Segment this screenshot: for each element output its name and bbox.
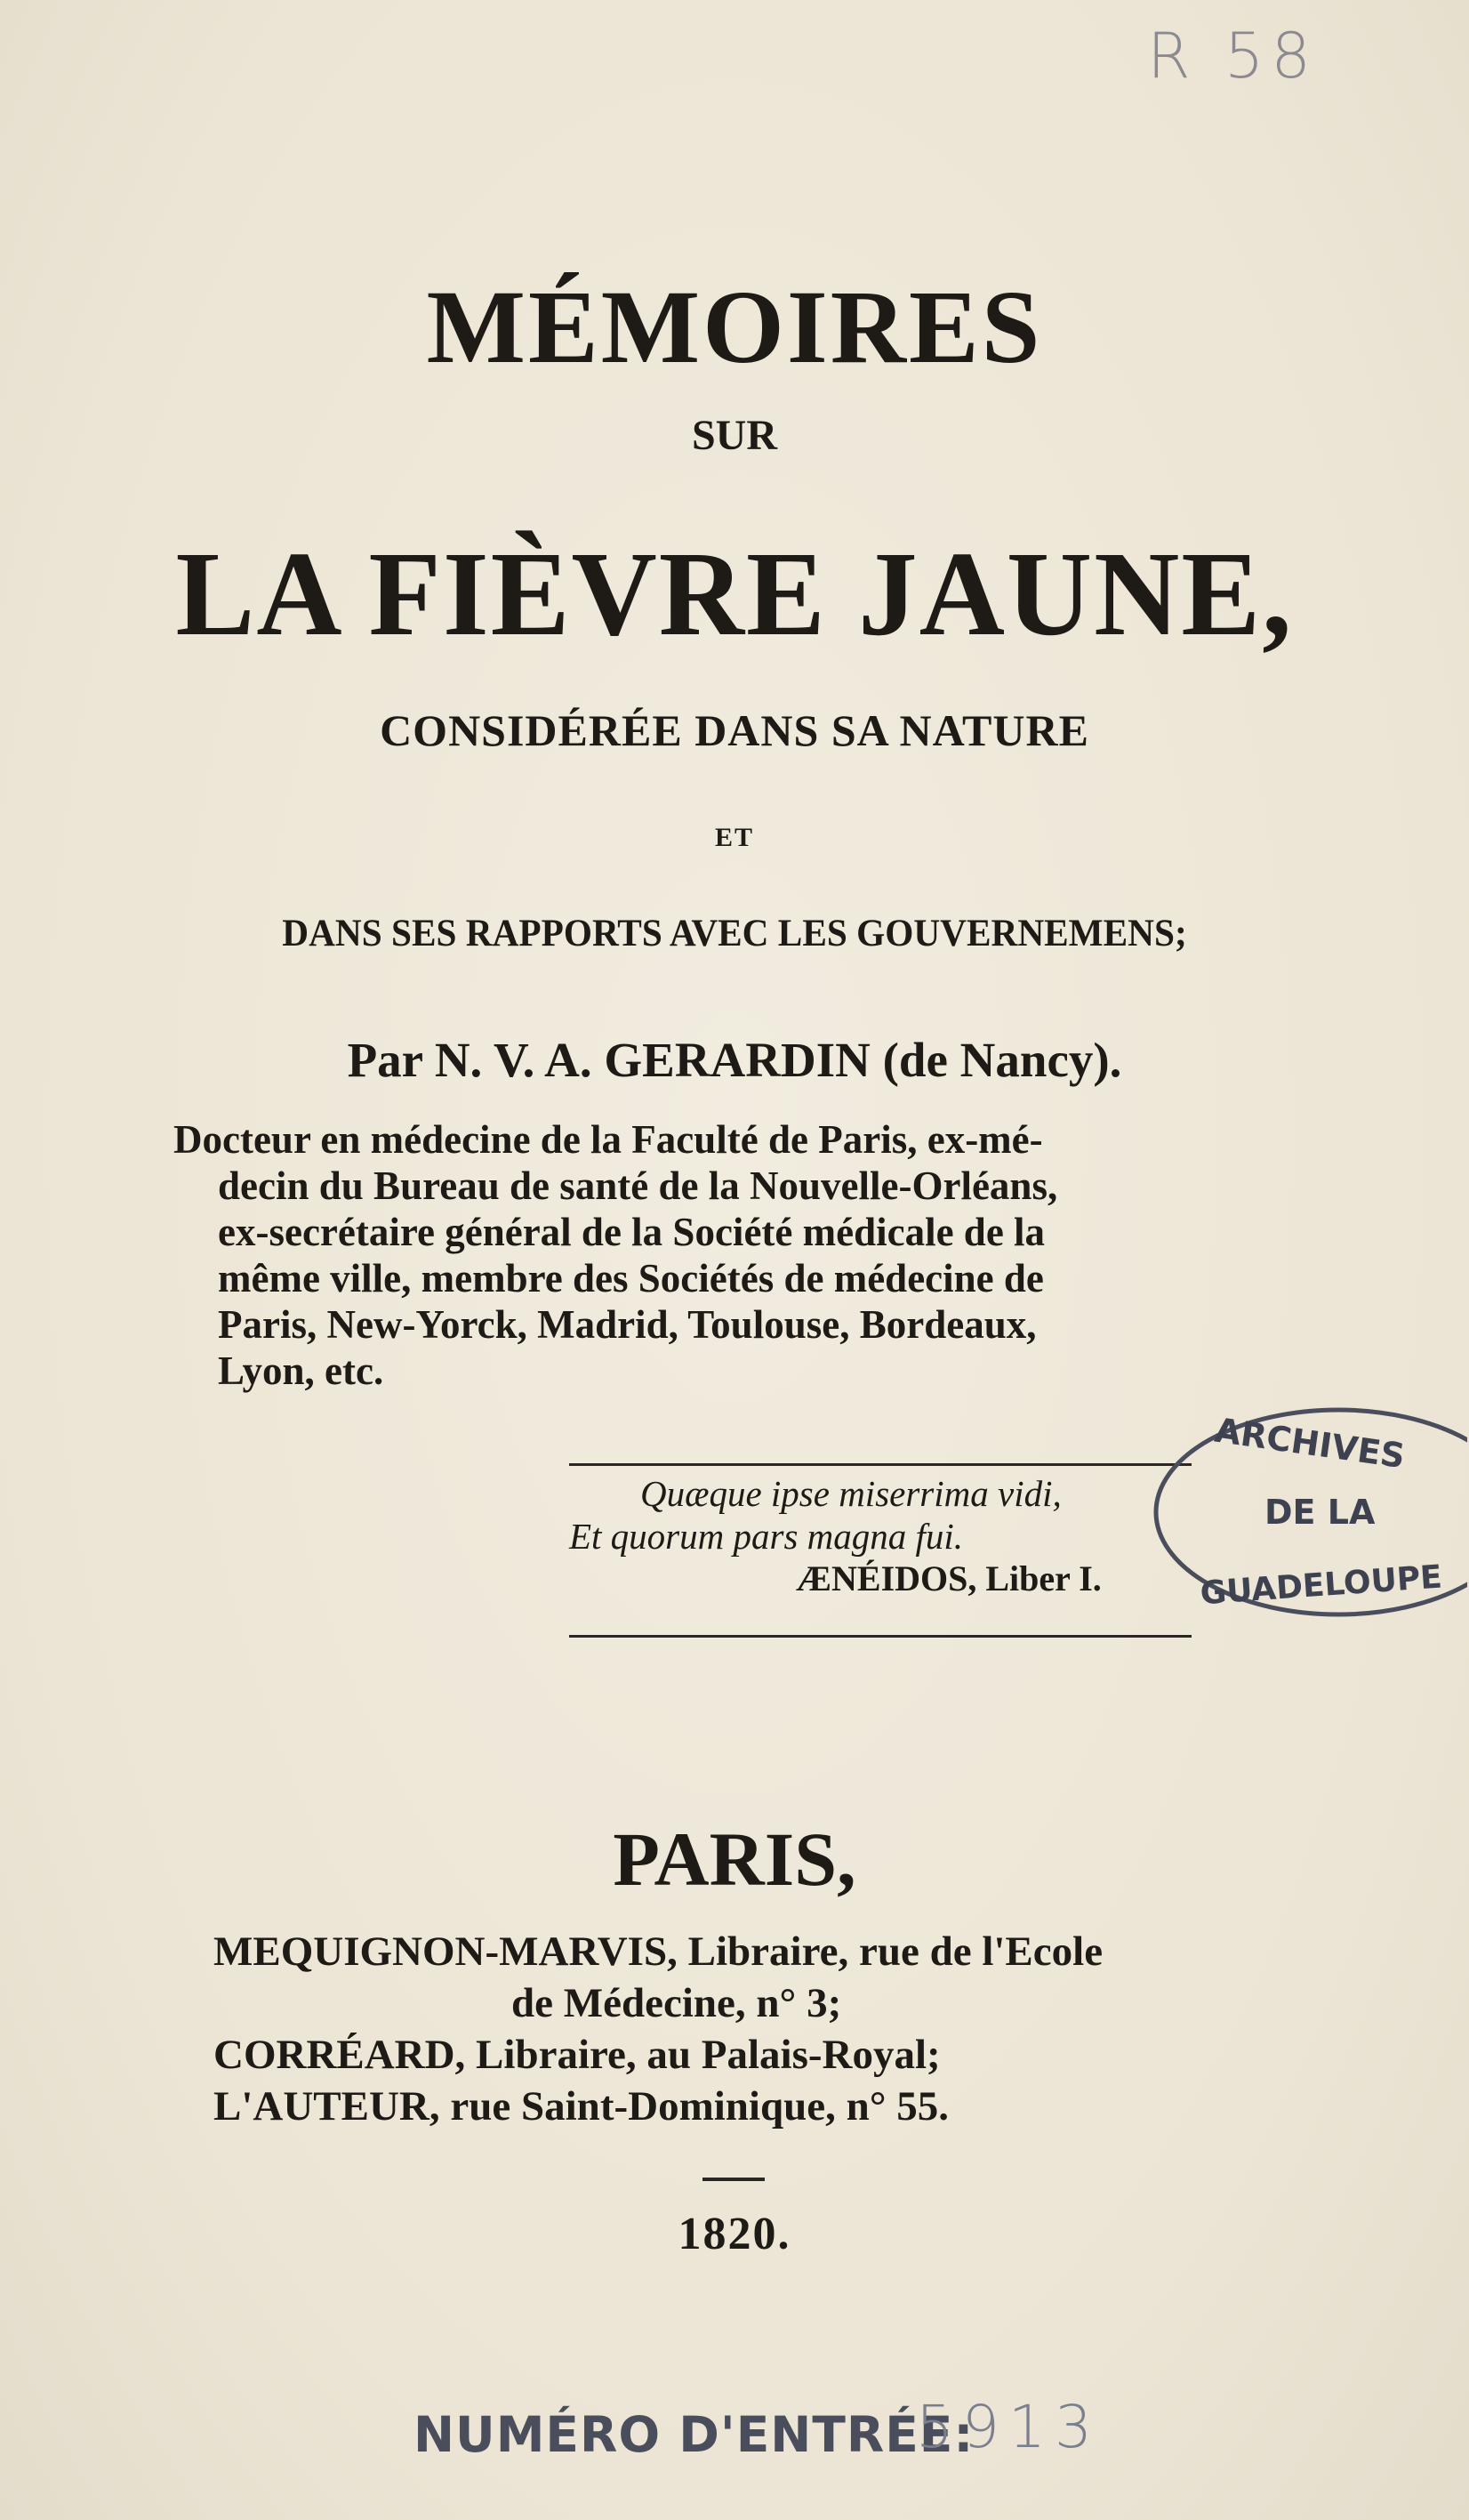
publication-year: 1820. bbox=[678, 2209, 791, 2259]
epigraph-line: Quæque ipse miserrima vidi, bbox=[640, 1473, 1062, 1514]
imprint-line: CORRÉARD, Libraire, au Palais-Royal; bbox=[213, 2032, 941, 2078]
epigraph-bottom-rule bbox=[569, 1635, 1192, 1638]
credentials-line: Lyon, etc. bbox=[218, 1349, 384, 1393]
title-fievre-jaune: LA FIÈVRE JAUNE, bbox=[175, 527, 1294, 661]
epigraph bbox=[569, 1472, 1102, 1600]
epigraph-line: Et quorum pars magna fui. bbox=[569, 1516, 964, 1557]
imprint-line: de Médecine, n° 3; bbox=[511, 1980, 842, 2026]
entry-number-handwritten: 5913 bbox=[916, 2393, 1101, 2461]
author-line: Par N. V. A. GERARDIN (de Nancy). bbox=[347, 1033, 1122, 1087]
author-credentials bbox=[173, 1116, 1223, 1394]
credentials-line: même ville, membre des Sociétés de médecine de bbox=[218, 1256, 1044, 1300]
credentials-line: Docteur en médecine de la Faculté de Paris, ex-mé- bbox=[173, 1117, 1043, 1162]
entry-number-label: NUMÉRO D'ENTRÉE: bbox=[413, 2406, 975, 2463]
subtitle-et: ET bbox=[714, 823, 755, 852]
credentials-line: decin du Bureau de santé de la Nouvelle-Orléans, bbox=[218, 1163, 1058, 1208]
subtitle-rapports: DANS SES RAPPORTS AVEC LES GOUVERNEMENS; bbox=[282, 913, 1187, 954]
imprint-city: PARIS, bbox=[613, 1816, 856, 1902]
title-memoires: MÉMOIRES bbox=[426, 269, 1043, 385]
epigraph-top-rule bbox=[569, 1463, 1192, 1466]
archives-stamp bbox=[1129, 1392, 1467, 1641]
year-divider bbox=[702, 2178, 765, 2181]
credentials-line: Paris, New-Yorck, Madrid, Toulouse, Bordeaux, bbox=[218, 1302, 1037, 1347]
handwritten-shelfmark: R 58 bbox=[1147, 20, 1318, 93]
stamp-middle-text: DE LA bbox=[1264, 1493, 1376, 1532]
imprint bbox=[213, 1926, 1209, 2132]
title-sur: SUR bbox=[691, 412, 778, 459]
subtitle-consideree: CONSIDÉRÉE DANS SA NATURE bbox=[380, 705, 1089, 755]
credentials-line: ex-secrétaire général de la Société médicale de la bbox=[218, 1210, 1046, 1254]
imprint-line: L'AUTEUR, rue Saint-Dominique, n° 55. bbox=[213, 2083, 950, 2130]
epigraph-source: ÆNÉIDOS, Liber I. bbox=[796, 1558, 1102, 1598]
stamp-top-text: ARCHIVES bbox=[1212, 1410, 1408, 1477]
imprint-line: MEQUIGNON-MARVIS, Libraire, rue de l'Ecole bbox=[213, 1928, 1104, 1975]
archives-stamp-icon bbox=[1129, 1392, 1467, 1641]
stamp-bottom-text: GUADELOUPE bbox=[1199, 1558, 1444, 1613]
